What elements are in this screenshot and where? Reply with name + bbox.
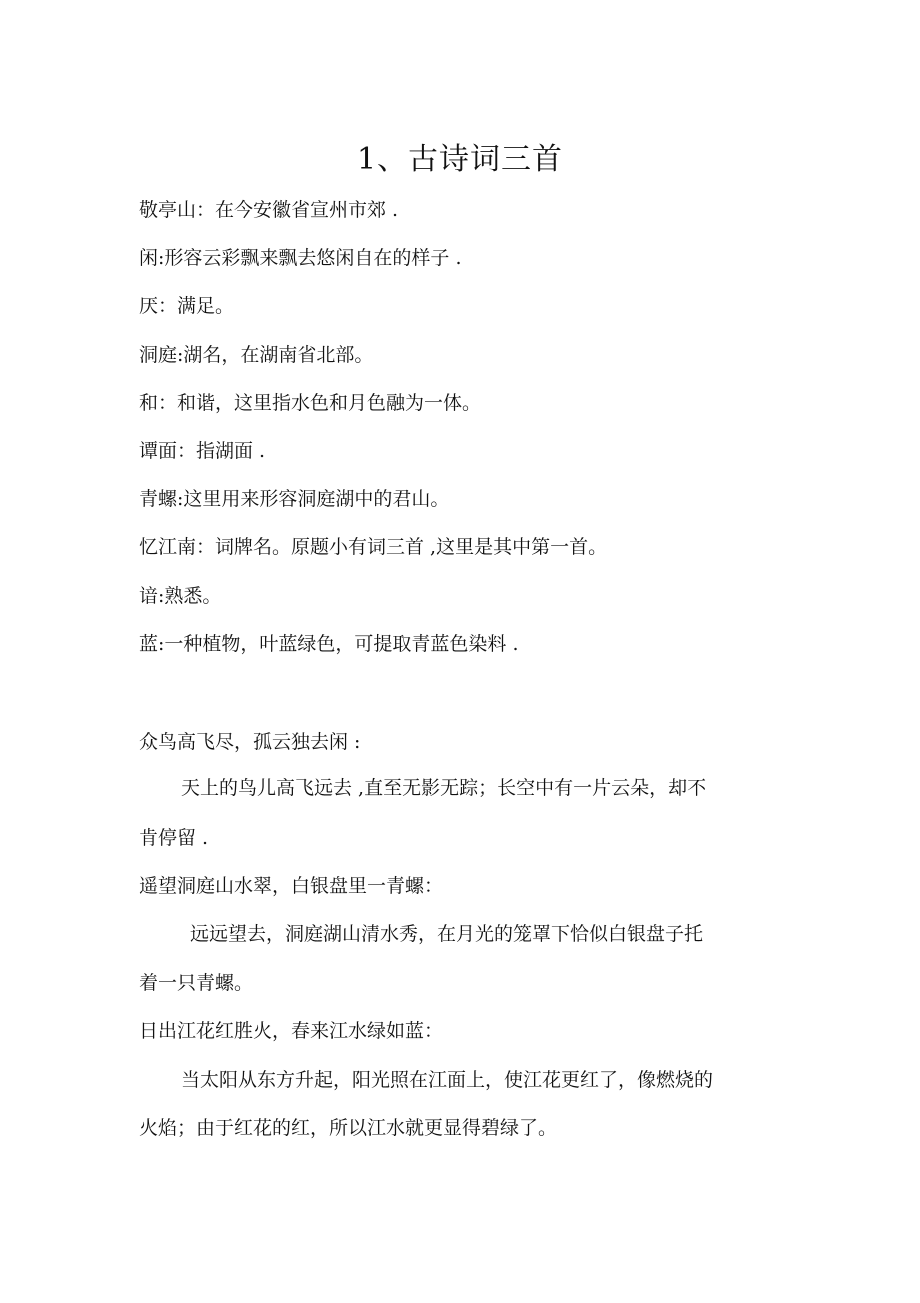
- glossary-item: 敬亭山：在今安徽省宣州市郊 .: [139, 199, 399, 221]
- glossary-item: 蓝:一种植物，叶蓝绿色，可提取青蓝色染料 .: [139, 633, 519, 655]
- verse-meaning: 当太阳从东方升起，阳光照在江面上，使江花更红了，像燃烧的: [181, 1069, 714, 1091]
- verse-meaning-continued: 火焰；由于红花的红，所以江水就更显得碧绿了。: [139, 1117, 558, 1139]
- glossary-item: 忆江南：词牌名。原题小有词三首 ,这里是其中第一首。: [139, 536, 608, 558]
- glossary-item: 厌：满足。: [139, 295, 235, 317]
- verse-line: 众鸟高飞尽，孤云独去闲 :: [139, 731, 361, 753]
- verse-meaning: 天上的鸟儿高飞远去 ,直至无影无踪；长空中有一片云朵，却不: [181, 777, 707, 799]
- verse-line: 遥望洞庭山水翠，白银盘里一青螺：: [139, 875, 444, 897]
- page-title: 1、古诗词三首: [356, 142, 564, 177]
- glossary-item: 谭面：指湖面 .: [139, 440, 266, 462]
- glossary-item: 青螺:这里用来形容洞庭湖中的君山。: [139, 488, 450, 510]
- glossary-item: 和：和谐，这里指水色和月色融为一体。: [139, 392, 482, 414]
- verse-meaning-continued: 着一只青螺。: [139, 972, 254, 994]
- glossary-item: 谙:熟悉。: [139, 585, 222, 607]
- verse-line: 日出江花红胜火，春来江水绿如蓝：: [139, 1020, 444, 1042]
- glossary-item: 洞庭:湖名，在湖南省北部。: [139, 344, 374, 366]
- verse-meaning: 远远望去，洞庭湖山清水秀，在月光的笼罩下恰似白银盘子托: [190, 923, 704, 945]
- glossary-item: 闲:形容云彩飘来飘去悠闲自在的样子 .: [139, 247, 462, 269]
- verse-meaning-continued: 肯停留 .: [139, 827, 209, 849]
